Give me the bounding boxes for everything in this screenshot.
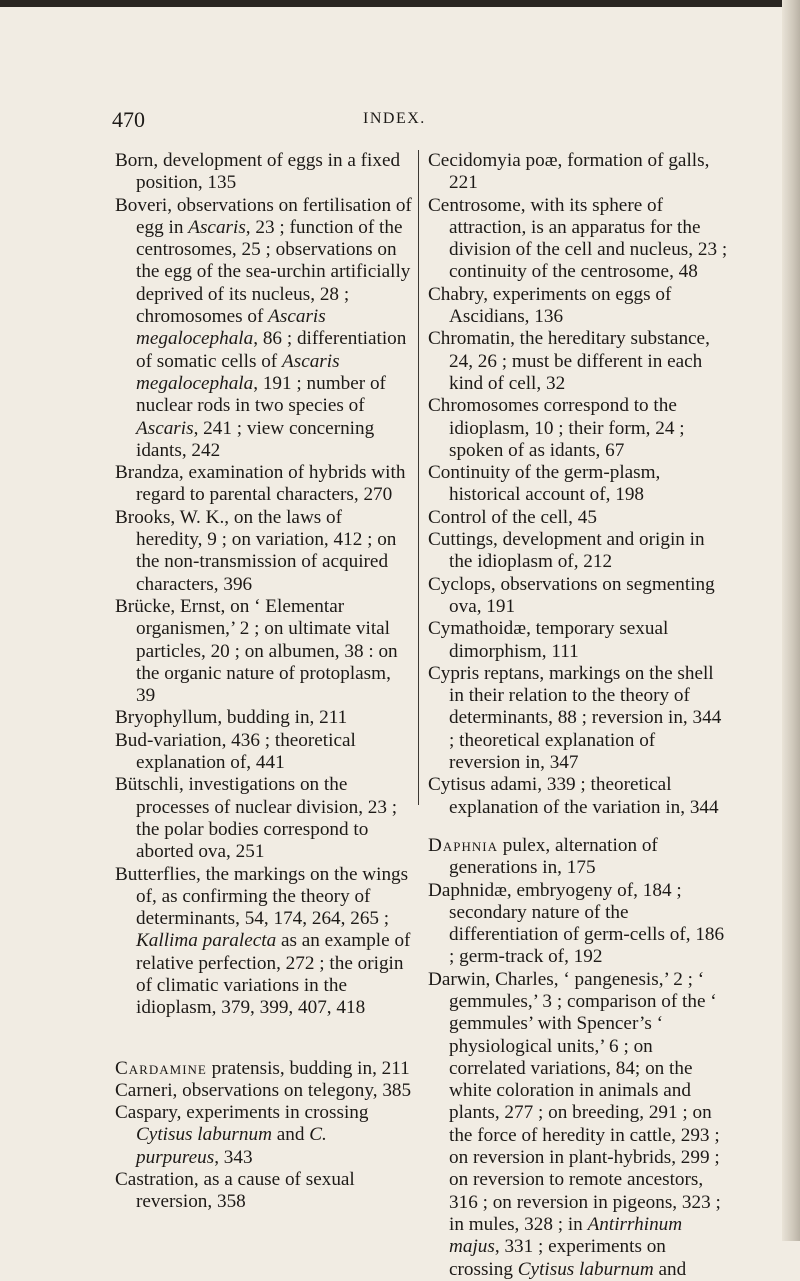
index-entry: Chromosomes correspond to the idioplasm, 10 ; their form, 24 ; spoken of as idants, 67 bbox=[428, 395, 685, 461]
index-entry: Chabry, experiments on eggs of Ascidians, 136 bbox=[428, 283, 672, 328]
index-entry: Cecidomyia poæ, formation of galls, 221 bbox=[428, 150, 710, 194]
index-entry: Chromatin, the hereditary substance, 24, 26 ; must be different in each kind of cell, 32 bbox=[428, 328, 710, 394]
index-entry: Bryophyllum, budding in, 211 bbox=[115, 707, 348, 729]
index-entry: Control of the cell, 45 bbox=[428, 506, 597, 528]
top-edge-shadow bbox=[0, 0, 800, 7]
index-entry: Cypris reptans, markings on the shell in their relation to the theory of determinants, 88 ; reversion in, 344 ; theoretical explanation of reversion in, 347 bbox=[428, 662, 722, 774]
index-entry: Bud-variation, 436 ; theoretical explanation of, 441 bbox=[115, 729, 356, 774]
page-number: 470 bbox=[112, 107, 145, 132]
column-divider bbox=[418, 150, 419, 805]
index-entry: Daphnia pulex, alternation of generations in, 175 bbox=[428, 834, 658, 879]
index-entry: Cuttings, development and origin in the idioplasm of, 212 bbox=[428, 529, 705, 573]
index-entry: Brooks, W. K., on the laws of heredity, 9 ; on variation, 412 ; on the non-transmission of acquired characters, 396 bbox=[115, 506, 397, 595]
running-header: INDEX. bbox=[363, 110, 426, 127]
index-entry: Caspary, experiments in crossing Cytisus laburnum and C. purpureus, 343 bbox=[115, 1102, 369, 1168]
index-entry: Bütschli, investigations on the processes of nuclear division, 23 ; the polar bodies correspond to aborted ova, 251 bbox=[115, 774, 398, 863]
index-entry: Brandza, examination of hybrids with regard to parental characters, 270 bbox=[115, 462, 406, 506]
index-entry: Cyclops, observations on segmenting ova, 191 bbox=[428, 573, 715, 617]
index-entry: Continuity of the germ-plasm, historical account of, 198 bbox=[428, 462, 661, 506]
index-column-left bbox=[115, 150, 413, 1214]
index-entry: Castration, as a cause of sexual reversion, 358 bbox=[115, 1169, 355, 1213]
index-entry: Cymathoidæ, temporary sexual dimorphism, 111 bbox=[428, 618, 669, 662]
section-gap bbox=[428, 819, 730, 835]
index-entry: Centrosome, with its sphere of attraction, is an apparatus for the division of the cell and nucleus, 23 ; continuity of the centrosome, 48 bbox=[428, 194, 728, 283]
index-entry: Carneri, observations on telegony, 385 bbox=[115, 1079, 412, 1101]
index-entry: Born, development of eggs in a fixed position, 135 bbox=[115, 150, 401, 194]
index-entry: Daphnidæ, embryogeny of, 184 ; secondary nature of the differentiation of germ-cells of, 186 ; germ-track of, 192 bbox=[428, 879, 725, 968]
index-column-right bbox=[428, 150, 730, 1281]
index-entry: Boveri, observations on fertilisation of egg in Ascaris, 23 ; function of the centrosomes, 25 ; observations on the egg of the sea-urchin artificially deprived of its nucleus, 28 ; chromosomes of Ascaris megalocephala, 86 ; differentiation of somatic cells of Ascaris megalocephala, 191 ; number of nuclear rods in two species of Ascaris, 241 ; view concerning idants, 242 bbox=[115, 194, 412, 461]
index-entry: Cytisus adami, 339 ; theoretical explanation of the variation in, 344 bbox=[428, 774, 719, 818]
index-entry: Butterflies, the markings on the wings of, as confirming the theory of determinants, 54, 174, 264, 265 ; Kallima paralecta as an example of relative perfection, 272 ; the origin of climatic variations in the idioplasm, 379, 399, 407, 418 bbox=[115, 863, 411, 1019]
index-entry: Brücke, Ernst, on ‘ Elementar organismen,’ 2 ; on ultimate vital particles, 20 ; on albumen, 38 : on the organic nature of protoplasm, 39 bbox=[115, 595, 398, 707]
page-spine-edge bbox=[782, 0, 800, 1241]
index-entry: Cardamine pratensis, budding in, 211 bbox=[115, 1057, 410, 1079]
section-gap bbox=[115, 1020, 413, 1058]
index-entry: Darwin, Charles, ‘ pangenesis,’ 2 ; ‘ gemmules,’ 3 ; comparison of the ‘ gemmules’ with Spencer’s ‘ physiological units,’ 6 ; on correlated variations, 84; on the white coloration in animals and plants, 277 ; on breeding, 291 ; on the force of heredity in cattle, 293 ; on reversion in plant-hybrids, 299 ; on reversion to remote ancestors, 316 ; on reversion in pigeons, 323 ; in mules, 328 ; in Antirrhinum majus, 331 ; experiments on crossing Cytisus laburnum and bbox=[428, 968, 721, 1280]
